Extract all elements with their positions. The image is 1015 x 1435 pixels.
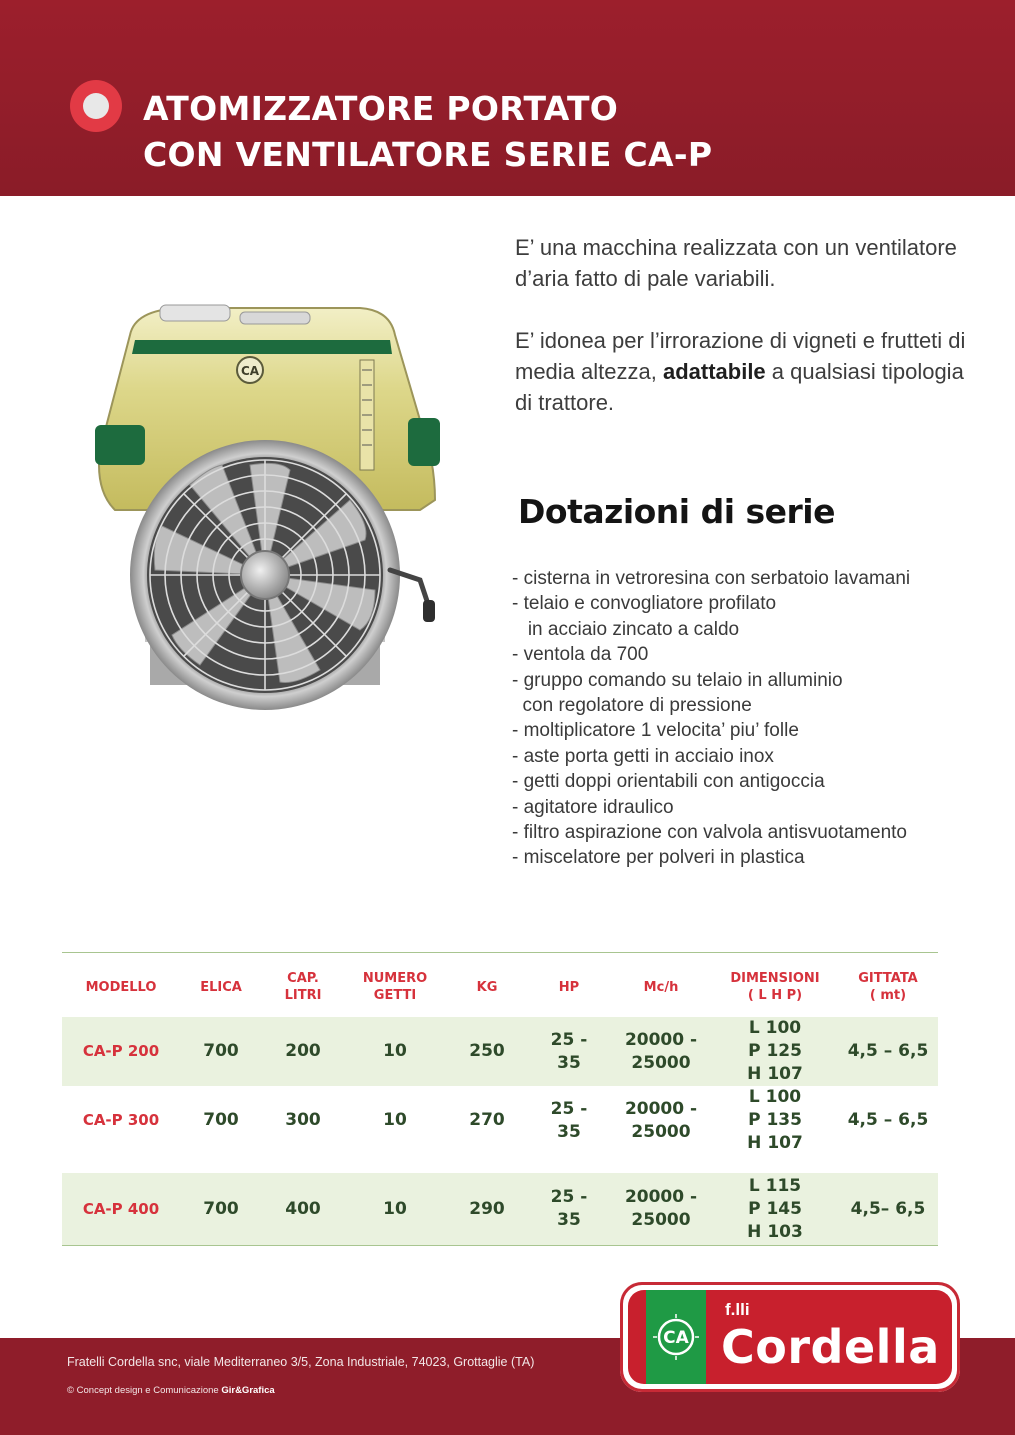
table-cell-kg: 290 xyxy=(446,1173,528,1245)
table-row xyxy=(62,1173,938,1245)
logo-name: Cordella xyxy=(721,1320,940,1374)
logo-prefix: f.lli xyxy=(725,1300,750,1319)
intro-description xyxy=(515,232,985,449)
table-cell-hp: 25 - 35 xyxy=(528,1173,610,1245)
table-cell-kg: 250 xyxy=(446,1017,528,1086)
table-cell-mch: 20000 - 25000 xyxy=(610,1173,712,1245)
credit-brand: Gir&Grafica xyxy=(221,1385,275,1396)
table-cell-dim: L 100 P 125 H 107 xyxy=(712,1017,838,1086)
equipment-list xyxy=(512,566,982,871)
specs-header-row xyxy=(62,953,938,1017)
table-cell-gittata: 4,5 – 6,5 xyxy=(838,1086,938,1155)
equipment-item: - getti doppi orientabili con antigoccia xyxy=(512,771,825,793)
equipment-title: Dotazioni di serie xyxy=(518,492,836,531)
page-title-line2: CON VENTILATORE SERIE CA-P xyxy=(143,135,713,174)
table-cell-mch: 20000 - 25000 xyxy=(610,1017,712,1086)
table-cell-getti: 10 xyxy=(344,1017,446,1086)
table-row xyxy=(62,1086,938,1155)
design-credit xyxy=(67,1385,275,1396)
specs-column-header: NUMERO GETTI xyxy=(362,971,428,1003)
credit-prefix: © Concept design e Comunicazione xyxy=(67,1385,222,1396)
logo-green-band xyxy=(646,1290,706,1384)
equipment-item: - filtro aspirazione con valvola antisvuotamento xyxy=(512,822,907,844)
table-row xyxy=(62,1017,938,1086)
specs-column-header: DIMENSIONI ( L H P) xyxy=(730,971,820,1003)
table-cell-elica: 700 xyxy=(180,1086,262,1155)
equipment-item: - ventola da 700 xyxy=(512,644,649,666)
equipment-item: con regolatore di pressione xyxy=(512,695,752,717)
table-cell-kg: 270 xyxy=(446,1086,528,1155)
intro-paragraph-2 xyxy=(515,325,985,418)
specs-column-header: HP xyxy=(558,979,580,995)
table-cell-cap: 300 xyxy=(262,1086,344,1155)
table-cell-hp: 25 - 35 xyxy=(528,1086,610,1155)
bullet-circle-icon xyxy=(70,80,122,132)
equipment-item: - moltiplicatore 1 velocita’ piu’ folle xyxy=(512,720,799,742)
equipment-item: - telaio e convogliatore profilato xyxy=(512,593,777,615)
table-cell-elica: 700 xyxy=(180,1173,262,1245)
table-cell-dim: L 100 P 135 H 107 xyxy=(712,1086,838,1155)
table-cell-cap: 400 xyxy=(262,1173,344,1245)
equipment-item: in acciaio zincato a caldo xyxy=(512,618,740,640)
specs-column-header: Mc/h xyxy=(643,979,679,995)
equipment-item: - miscelatore per polveri in plastica xyxy=(512,847,805,869)
table-cell-getti: 10 xyxy=(344,1173,446,1245)
table-cell-hp: 25 - 35 xyxy=(528,1017,610,1086)
table-cell-elica: 700 xyxy=(180,1017,262,1086)
specs-column-header: ELICA xyxy=(200,979,242,995)
table-cell-model: CA-P 300 xyxy=(62,1086,180,1155)
intro-highlight: adattabile xyxy=(662,359,766,384)
cordella-logo xyxy=(620,1282,960,1392)
svg-text:CA: CA xyxy=(240,364,260,378)
table-cell-cap: 200 xyxy=(262,1017,344,1086)
intro-paragraph-2-end: a qualsiasi tipologia di trattore. xyxy=(515,359,964,415)
table-cell-dim: L 115 P 145 H 103 xyxy=(712,1173,838,1245)
ca-emblem-icon xyxy=(646,1290,706,1384)
table-cell-mch: 20000 - 25000 xyxy=(610,1086,712,1155)
intro-paragraph-1: E’ una macchina realizzata con un ventilatore d’aria fatto di pale variabili. xyxy=(515,235,957,291)
table-cell-gittata: 4,5 – 6,5 xyxy=(838,1017,938,1086)
equipment-item: - agitatore idraulico xyxy=(512,796,674,818)
atomizer-product-image xyxy=(90,300,450,720)
table-spacer-row xyxy=(62,1155,938,1173)
emblem-text: CA xyxy=(663,1328,689,1348)
specs-table xyxy=(62,952,938,1246)
table-cell-model: CA-P 400 xyxy=(62,1173,180,1245)
intro-paragraph-2-start: E’ idonea per l’irrorazione di vigneti e frutteti di media altezza, xyxy=(515,328,966,384)
table-spacer-cell xyxy=(62,1155,938,1173)
table-cell-model: CA-P 200 xyxy=(62,1017,180,1086)
page-title-line1: ATOMIZZATORE PORTATO xyxy=(143,89,619,128)
company-address: Fratelli Cordella snc, viale Mediterraneo 3/5, Zona Industriale, 74023, Grottaglie (TA) xyxy=(67,1355,535,1369)
specs-column-header: CAP. LITRI xyxy=(284,971,322,1003)
table-cell-gittata: 4,5– 6,5 xyxy=(838,1173,938,1245)
equipment-item: - gruppo comando su telaio in alluminio xyxy=(512,669,843,691)
equipment-item: - cisterna in vetroresina con serbatoio lavamani xyxy=(512,568,911,589)
specs-column-header: GITTATA ( mt) xyxy=(858,971,918,1003)
specs-column-header: KG xyxy=(476,979,498,995)
specs-column-header: MODELLO xyxy=(85,979,157,995)
header-band xyxy=(0,0,1015,196)
logo-red-panel xyxy=(628,1290,952,1384)
page-title xyxy=(143,86,712,178)
table-cell-getti: 10 xyxy=(344,1086,446,1155)
equipment-item: - aste porta getti in acciaio inox xyxy=(512,745,774,767)
